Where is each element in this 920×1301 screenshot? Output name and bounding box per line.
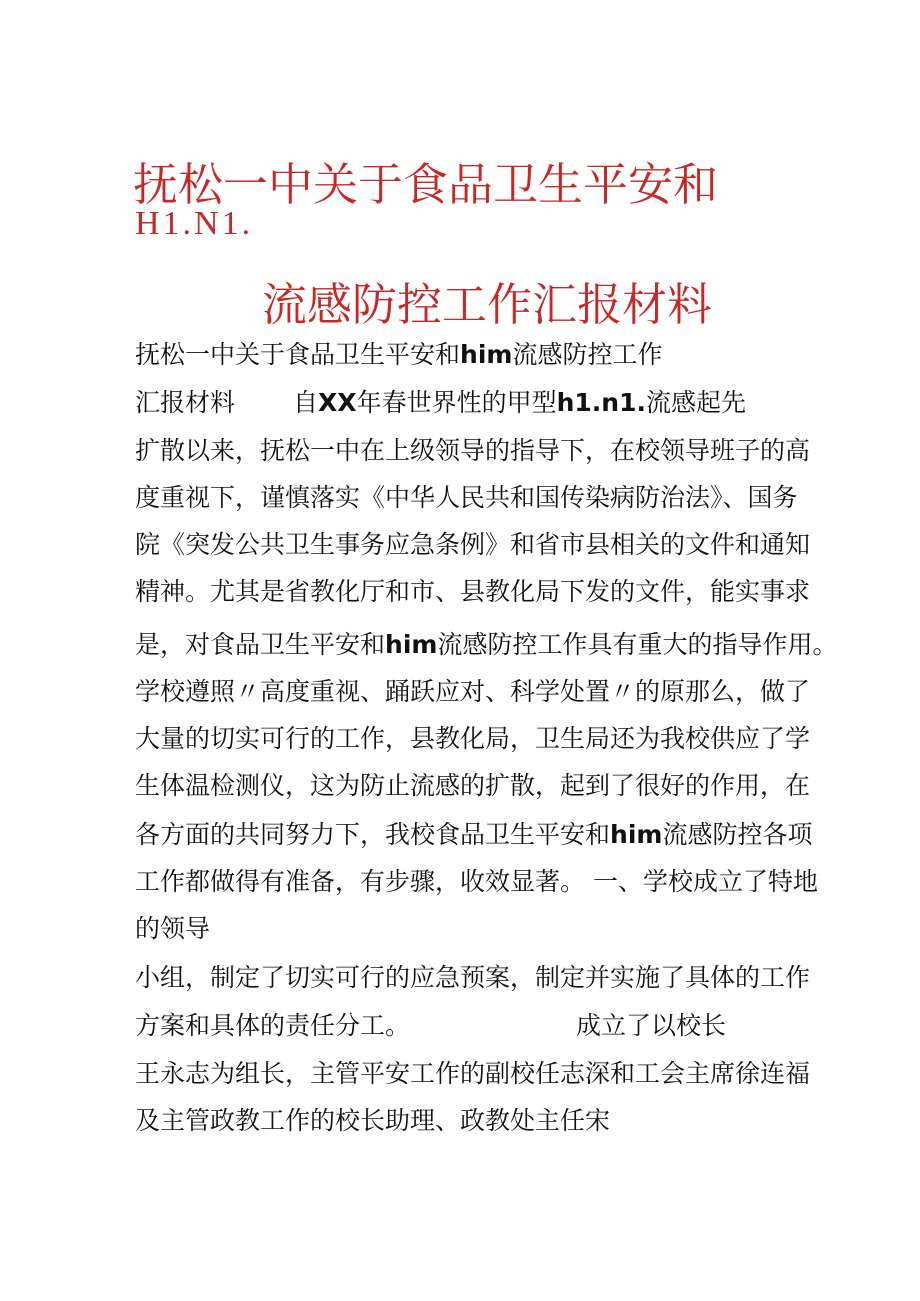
body-text: 流感防控工作具有重大的指导作用。 (437, 630, 838, 659)
body-line (135, 963, 810, 993)
document-title-line-3: 流感防控工作汇报材料 (262, 278, 713, 331)
body-text: 学校遵照〃高度重视、踊跃应对、科学处置〃的原那么，做了 (135, 677, 811, 706)
body-text: 流感防控工作 (512, 340, 663, 369)
body-line (135, 820, 812, 850)
body-text: 工作都做得有准备，有步骤，收效显著。 一、学校成立了特地 (135, 867, 818, 896)
body-text: 方案和具体的责任分工。 (135, 1011, 411, 1040)
body-line (135, 1106, 610, 1136)
body-line (135, 1059, 810, 1089)
body-line (135, 867, 818, 897)
body-text: 的领导 (135, 914, 211, 943)
body-text: 成立了以校长 (576, 1011, 727, 1040)
body-text: 各方面的共同努力下，我校食品卫生平安和 (135, 820, 611, 849)
body-text: 是，对食品卫生平安和 (135, 630, 386, 659)
body-line (135, 914, 210, 944)
body-line (135, 630, 837, 660)
body-text: 小组，制定了切实可行的应急预案，制定并实施了具体的工作 (135, 963, 811, 992)
body-text: 流感防控各项 (662, 820, 813, 849)
body-line (135, 530, 810, 560)
body-line (135, 436, 810, 466)
document-title-line-1: 抚松一中关于食品卫生平安和 (133, 158, 719, 211)
body-line (135, 388, 746, 418)
body-text: 生体温检测仪，这为防止流感的扩散，起到了很好的作用，在 (135, 771, 811, 800)
body-text: 汇报材料 (135, 388, 236, 417)
body-line (135, 771, 810, 801)
body-text: 抚松一中关于食品卫生平安和 (135, 340, 461, 369)
body-text: 年春世界性的甲型 (356, 388, 557, 417)
body-text-bold: h1.n1. (556, 388, 646, 417)
body-text: 流感起先 (646, 388, 747, 417)
body-line (135, 724, 810, 754)
body-text: 精神。尤其是省教化厅和市、县教化局下发的文件，能实事求 (135, 577, 811, 606)
document-title-line-2: H1.N1. (135, 205, 254, 242)
body-text: 大量的切实可行的工作，县教化局，卫生局还为我校供应了学 (135, 724, 811, 753)
body-text: 王永志为组长，主管平安工作的副校任志深和工会主席徐连福 (135, 1059, 811, 1088)
body-text-bold: him (385, 630, 438, 659)
body-line (135, 483, 798, 513)
body-text: 度重视下，谨慎落实《中华人民共和国传染病防治法》、国务 (135, 483, 798, 512)
body-text-bold: him (610, 820, 663, 849)
body-line (135, 1011, 726, 1041)
body-line (135, 340, 662, 370)
body-text: 院《突发公共卫生事务应急条例》和省市县相关的文件和通知 (135, 530, 811, 559)
body-text-bold: XX (318, 388, 357, 417)
body-text: 及主管政教工作的校长助理、政教处主任宋 (135, 1106, 611, 1135)
body-line (135, 677, 810, 707)
body-line (135, 577, 810, 607)
body-text: 扩散以来，抚松一中在上级领导的指导下，在校领导班子的高 (135, 436, 811, 465)
body-text: 自 (293, 388, 319, 417)
body-text-bold: him (460, 340, 513, 369)
